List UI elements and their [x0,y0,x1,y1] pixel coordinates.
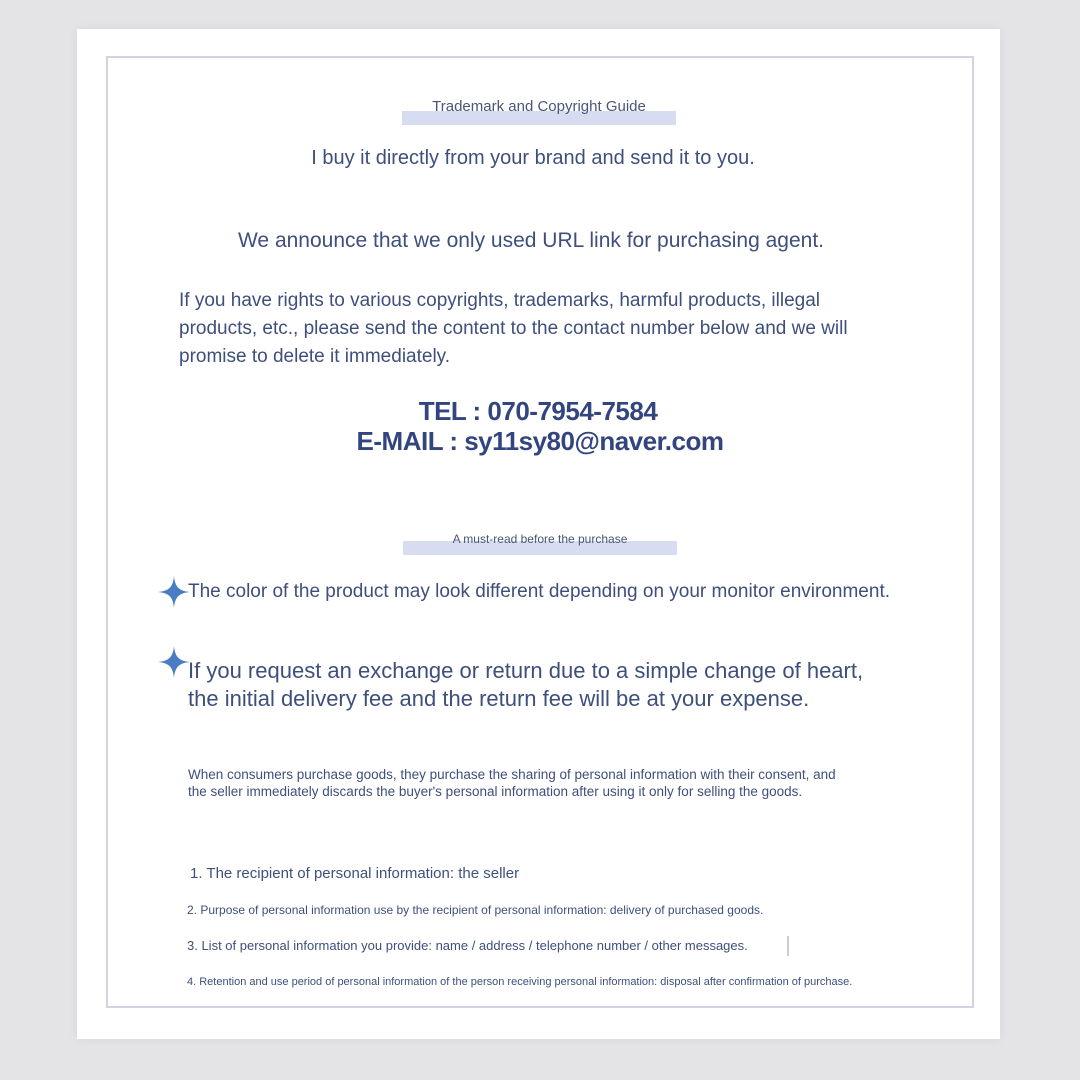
privacy-item-1: 1. The recipient of personal information: the seller [190,865,520,882]
contact-email: E-MAIL : sy11sy80@naver.com [356,426,724,456]
contact-telephone: TEL : 070-7954-7584 [418,396,658,426]
trademark-section-title [402,97,676,125]
text-cursor-mark [787,936,789,956]
color-notice: The color of the product may look different depending on your monitor environment. [188,581,890,602]
url-announcement-line: We announce that we only used URL link for purchasing agent. [237,229,825,252]
privacy-item-4: 4. Retention and use period of personal information of the person receiving personal information: disposal after confirmation of purchase. [187,976,853,988]
brand-purchase-line: I buy it directly from your brand and send it to you. [311,147,755,169]
return-fee-notice-line-1: If you request an exchange or return due to a simple change of heart, [188,658,864,683]
sparkle-star-icon [158,576,190,608]
rights-paragraph-line-1: If you have rights to various copyrights, trademarks, harmful products, illegal [179,290,821,311]
mustread-title-text: A must-read before the purchase [452,532,628,546]
return-fee-notice-line-2: the initial delivery fee and the return fee will be at your expense. [188,686,810,711]
privacy-consent-line-2: the seller immediately discards the buyer's personal information after using it only for selling the goods. [188,784,803,799]
privacy-consent-line-1: When consumers purchase goods, they purchase the sharing of personal information with their consent, and [188,767,836,782]
privacy-item-2: 2. Purpose of personal information use by the recipient of personal information: delivery of purchased goods. [187,903,764,917]
mustread-section-title [403,531,677,555]
sparkle-star-icon [158,646,190,678]
trademark-title-text: Trademark and Copyright Guide [432,98,646,115]
rights-paragraph-line-2: products, etc., please send the content to the contact number below and we will [179,318,848,339]
privacy-item-3: 3. List of personal information you provide: name / address / telephone number / other messages. [187,938,748,953]
rights-paragraph-line-3: promise to delete it immediately. [179,346,451,367]
